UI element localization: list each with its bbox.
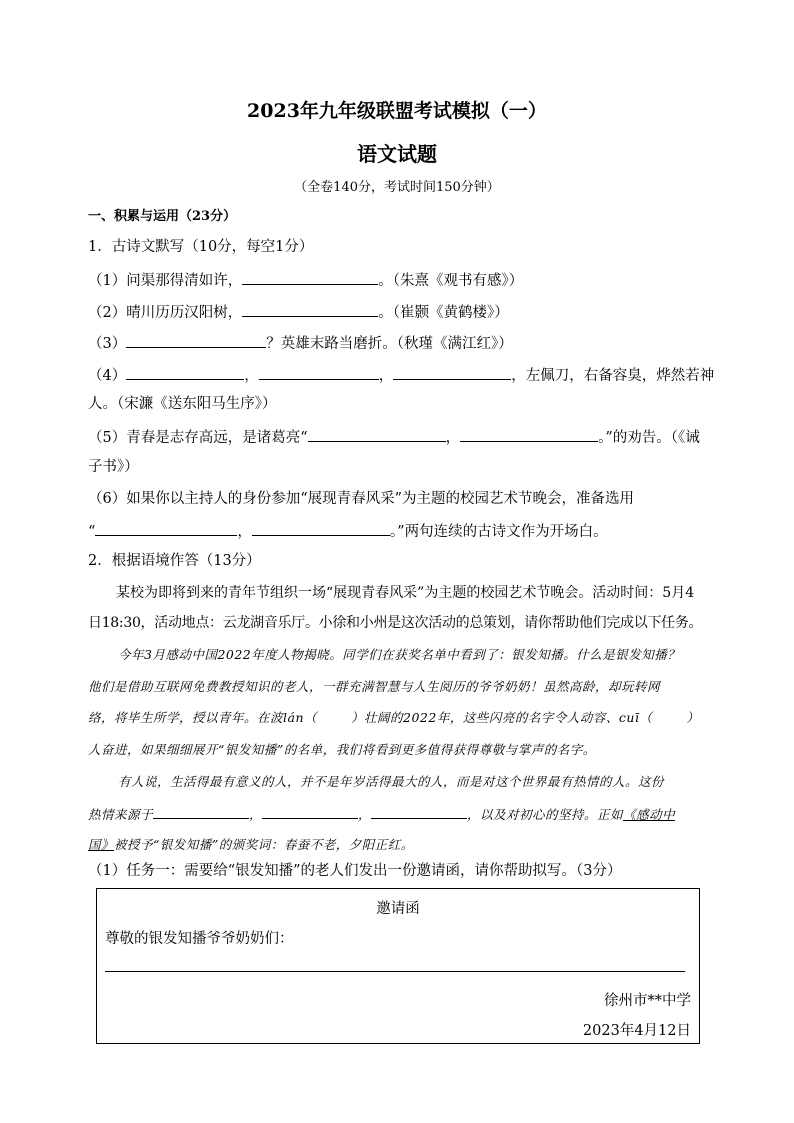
comma: ， <box>358 807 372 822</box>
handwritten-text: 被授予“银发知播”的颁奖词：春蚕不老，夕阳正红。 <box>114 837 414 852</box>
q1-item-3-text: （3） <box>88 336 127 352</box>
underlined-title: 国》 <box>88 837 115 852</box>
handwritten-text: 络，将毕生所学，授以青年。在波lán（ <box>88 710 318 725</box>
q2-heading: 2．根据语境作答（13分） <box>88 553 261 569</box>
answer-blank[interactable] <box>252 520 390 536</box>
underlined-title: 《感动中 <box>623 807 676 822</box>
handwritten-line <box>88 835 708 855</box>
q1-item-4-tail: ，左佩刀，右备容臭，烨然若神 <box>511 368 715 384</box>
handwritten-text: ） <box>686 710 700 725</box>
quote-open: “ <box>88 524 96 540</box>
exam-title: 2023年九年级联盟考试模拟（一） <box>247 100 547 122</box>
answer-blank[interactable] <box>153 803 249 819</box>
answer-blank[interactable] <box>126 332 266 348</box>
q2-paragraph-line: 某校为即将到来的青年节组织一场“展现青春风采”为主题的校园艺术节晚会。活动时间：5月4 <box>116 585 695 601</box>
q1-item-5-text: （5）青春是志存高远，是诸葛亮“ <box>88 430 308 446</box>
q1-heading: 1．古诗文默写（10分，每空1分） <box>88 239 314 255</box>
q1-item-3 <box>88 332 708 354</box>
answer-blank[interactable] <box>242 301 378 317</box>
answer-blank[interactable] <box>242 269 378 285</box>
comma: ， <box>237 524 252 540</box>
handwritten-text: 热情来源于 <box>88 807 154 822</box>
comma: ， <box>445 430 461 446</box>
answer-blank[interactable] <box>126 364 244 380</box>
q1-item-1 <box>88 269 708 291</box>
q1-item-6: （6）如果你以主持人的身份参加“展现青春风采”为主题的校园艺术节晚会，准备选用 <box>88 491 635 507</box>
answer-blank[interactable] <box>259 364 379 380</box>
handwritten-line <box>88 803 708 825</box>
q1-item-6-tail: 。”两句连续的古诗文作为开场白。 <box>389 524 608 540</box>
handwritten-text: ，以及对初心的坚持。正如 <box>467 807 624 822</box>
q1-item-5-tail: 。”的劝告。（《诫 <box>598 430 700 446</box>
invitation-date: 2023年4月12日 <box>582 1023 691 1039</box>
answer-blank[interactable] <box>308 426 446 442</box>
q1-item-1-source: 。（朱熹《观书有感》） <box>378 273 524 289</box>
q1-item-2-source: 。（崔颢《黄鹤楼》） <box>378 305 509 321</box>
q1-item-5 <box>88 426 708 448</box>
q1-item-4-cont: 人。（宋濂《送东阳马生序》） <box>88 396 277 412</box>
handwritten-text: ）壮阔的2022年，这些闪亮的名字令人动容、cuī（ <box>351 710 653 725</box>
handwritten-line: 今年3月感动中国2022年度人物揭晓。同学们在获奖名单中看到了：银发知播。什么是银发知播？ <box>118 647 681 662</box>
q1-item-4 <box>88 364 715 386</box>
comma: ， <box>244 368 259 384</box>
exam-subtitle: 语文试题 <box>357 142 437 166</box>
q1-item-2-text: （2）晴川历历汉阳树， <box>88 305 243 321</box>
invitation-greeting: 尊敬的银发知播爷爷奶奶们： <box>105 931 294 947</box>
invitation-title: 邀请函 <box>376 901 420 917</box>
answer-blank[interactable] <box>460 426 598 442</box>
handwritten-line <box>88 708 708 728</box>
q1-item-6-blanks <box>88 520 708 542</box>
comma: ， <box>378 368 394 384</box>
q1-item-1-text: （1）问渠那得清如许， <box>88 273 243 289</box>
q1-item-2 <box>88 301 708 323</box>
handwritten-line: 人奋进，如果细细展开“银发知播”的名单，我们将看到更多值得获得尊敬与掌声的名字。 <box>88 742 596 757</box>
q2-paragraph-line: 日18:30，活动地点：云龙湖音乐厅。小徐和小州是这次活动的总策划，请你帮助他们完成以下任务。 <box>88 615 703 631</box>
answer-blank[interactable] <box>393 364 511 380</box>
q1-item-3-source: ？英雄末路当磨折。（秋瑾《满江红》） <box>266 336 513 352</box>
answer-blank[interactable] <box>371 803 467 819</box>
section1-heading: 一、积累与运用（23分） <box>88 209 237 224</box>
handwritten-line: 有人说，生活得最有意义的人，并不是年岁活得最大的人，而是对这个世界最有热情的人。这份 <box>118 774 665 789</box>
answer-blank[interactable] <box>262 803 358 819</box>
q1-item-5-cont: 子书》） <box>88 459 139 475</box>
comma: ， <box>249 807 263 822</box>
exam-note: （全卷140分，考试时间150分钟） <box>294 180 500 195</box>
invitation-signature: 徐州市**中学 <box>604 993 691 1009</box>
invitation-box <box>96 888 700 1044</box>
task1-prompt: （1）任务一：需要给“银发知播”的老人们发出一份邀请函，请你帮助拟写。（3分） <box>88 863 622 879</box>
q1-item-4-text: （4） <box>88 368 127 384</box>
handwritten-line: 他们是借助互联网免费教授知识的老人，一群充满智慧与人生阅历的爷爷奶奶！虽然高龄，却玩转网 <box>88 679 661 694</box>
invitation-writing-line[interactable] <box>105 971 685 972</box>
answer-blank[interactable] <box>95 520 237 536</box>
